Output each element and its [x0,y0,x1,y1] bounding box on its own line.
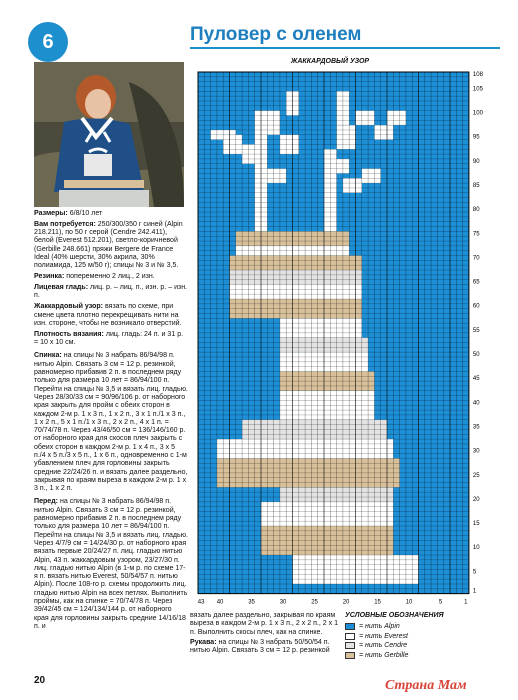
jacquard-label: Жаккардовый узор: [34,303,104,311]
legend-item-gerbille [345,651,505,661]
row-label: 40 [472,400,480,407]
gauge-text: лиц. гладь: 24 п. и 31 р. = 10 х 10 см. [34,330,184,347]
row-label: 1 [472,588,477,595]
motif-body [261,502,393,526]
page-number-badge: 6 [28,22,68,62]
watermark: Страна Мам [385,678,467,693]
legend-swatch-everest [345,633,355,640]
col-label: 30 [279,599,287,606]
row-label: 55 [472,327,480,334]
col-label: 35 [248,599,255,606]
description-column [34,210,188,634]
back-label: Спинка: [34,352,62,360]
legend-item-alpin [345,622,505,632]
materials-text: 250/300/350 г синей (Alpin 218.211), по 50 г серой (Cendre 242.411), белой (Everest 512.201), светло-коричневой (Gerbille 248.661) пряжи Bergere de France Ideal (40% шерсти, 30% акрила, 30% полиамида, 125 м/50 г); спицы № 3 и № 3,5. [34,220,183,270]
legend [345,612,505,660]
col-label: 5 [438,599,443,606]
row-label: 108 [472,71,483,78]
row-label: 95 [472,134,480,141]
row-label: 65 [472,279,480,286]
stockinette-label: Лицевая гладь: [34,284,89,292]
col-label: 1 [464,599,468,606]
row-label: 10 [472,545,480,552]
row-label: 45 [472,376,480,383]
motif-stripe [230,270,362,284]
row-label: 30 [472,448,480,455]
motif-antler [343,178,362,192]
rib-text: попеременно 2 лиц., 2 изн. [64,273,155,281]
row-label: 105 [472,86,483,93]
legend-title: УСЛОВНЫЕ ОБОЗНАЧЕНИЯ [345,612,444,619]
row-label: 90 [472,158,480,165]
front-label: Перед: [34,498,59,506]
legend-swatch-alpin [345,623,355,630]
stockinette-text: лиц. р. – лиц. п., изн. р. – изн. п. [34,284,188,300]
row-label: 25 [472,472,480,479]
row-label: 35 [472,424,480,431]
row-label: 75 [472,231,480,238]
sizes-text: 6/8/10 лет [67,210,103,217]
materials-label: Вам потребуется: [34,220,96,228]
row-label: 100 [472,110,483,117]
jacquard-chart [190,68,500,606]
legend-item-everest [345,632,505,642]
page-footer-number: 20 [34,675,46,686]
col-label: 40 [216,599,224,606]
row-label: 20 [472,496,480,503]
jacquard-text: вязать по схеме, при смене цвета плотно перекрещивать нити на изн. стороне, чтобы не возникало отверстий. [34,303,182,327]
col-label: 10 [405,599,413,606]
row-label: 5 [472,569,477,576]
photo-illustration [34,62,184,207]
chart-title: ЖАККАРДОВЫЙ УЗОР [290,58,370,65]
gauge-label: Плотность вязания: [34,330,104,338]
row-label: 80 [472,207,480,214]
row-label: 60 [472,303,480,310]
back-text: на спицы № 3 набрать 86/94/98 п. нитью Alpin. Связать 3 см = 12 р. резинкой, равномерно прибавив 2 п. в последнем ряду только для размера 10 лет = 86/94/100 п. Перейти на спицы № 3,5 и вязать лиц. гладью. Через 28/30/33 см = 90/96/106 р. от наборного края закрыть для пройм с обеих сторон в каждом 2-м р. 1 х 3 п., 1 х 2 п., 3 х 1 п./1 х 3 п., 1 х 2 п., 5 х 1 п./1 х 3 п., 2 х 2 п., 4 х 1 п. = 70/74/78 п. Через 43/46/50 см = 136/146/160 р. от наборного края для скосов плеч закрыть с обеих сторон в каждом 2-м р. 1 х 4 п., 3 х 5 п./4 х 5 п./3 х 5 п., 1 х 6 п., одновременно с 1-м убавлением плеч для горловины закрыть средние 22/24/26 п. и вязать далее раздельно, закрывая по краям выреза в каждом 2-м р. 1 х 3 п., 1 х 2 п. [34,352,188,493]
page-title: Пуловер с оленем [190,24,362,45]
row-label: 15 [472,521,480,528]
motif-antler [337,125,356,149]
motif-antler [387,111,406,125]
legend-label-everest: = нить Everest [359,632,408,640]
rib-label: Резинка: [34,273,65,281]
description-column-2 [190,612,342,657]
sizes-label: Размеры: [34,210,68,217]
header-divider [190,47,500,49]
legend-item-cendre [345,641,505,651]
legend-swatch-gerbille [345,652,355,659]
col-label: 43 [197,599,205,606]
photo-boy-in-sweater [34,62,184,207]
row-label: 50 [472,352,480,359]
motif-stripe [230,256,362,270]
legend-swatch-cendre [345,642,355,649]
col-label: 15 [374,599,381,606]
col-label: 20 [342,599,350,606]
front-text: на спицы № 3 набрать 86/94/98 п. нитью Alpin. Связать 3 см = 12 р. резинкой, равномерно прибавив 2 п. в последнем ряду только для размера 10 лет = 86/94/100 п. Перейти на спицы № 3,5 и вязать лиц. гладью. Через 4/7/9 см = 14/24/30 р. от наборного края вязать первые 20/24/27 п. лиц. гладью нитью Alpin, 43 п. жаккардовым узором, 23/27/30 п. лиц. гладью нитью Alpin (в 1-м р. по схеме 17-я п. вязать нитью Everest, 50/54/57 п. нитью Alpin). После 108-го р. схемы продолжить лиц. гладью нитью Alpin на всех петлях. Выполнить проймы, как на спинке = 70/74/78 п. Через 39/42/45 см = 124/134/144 р. от наборного края для горловины закрыть средние 14/16/18 п. и [34,498,188,630]
legend-label-gerbille: = нить Gerbille [359,651,409,659]
sleeve-text: на спицы № 3 набрать 50/50/54 п. нитью Alpin. Связать 3 см = 12 р. резинкой [190,638,330,655]
legend-label-alpin: = нить Alpin [359,623,400,631]
motif-antler [362,169,381,183]
motif-antler [330,159,349,173]
motif-body [230,285,362,299]
row-label: 85 [472,182,480,189]
motif-antler [374,125,393,139]
row-label: 70 [472,255,480,262]
legend-label-cendre: = нить Cendre [359,642,408,650]
sleeve-label: Рукава: [190,638,217,646]
front-continued-text: вязать далее раздельно, закрывая по краям выреза в каждом 2-м р. 1 х 3 п., 2 х 2 п., 2 х 1 п. Выполнить скосы плеч, как на спинке. [190,612,339,636]
col-label: 25 [311,599,318,606]
motif-antler [356,111,375,125]
